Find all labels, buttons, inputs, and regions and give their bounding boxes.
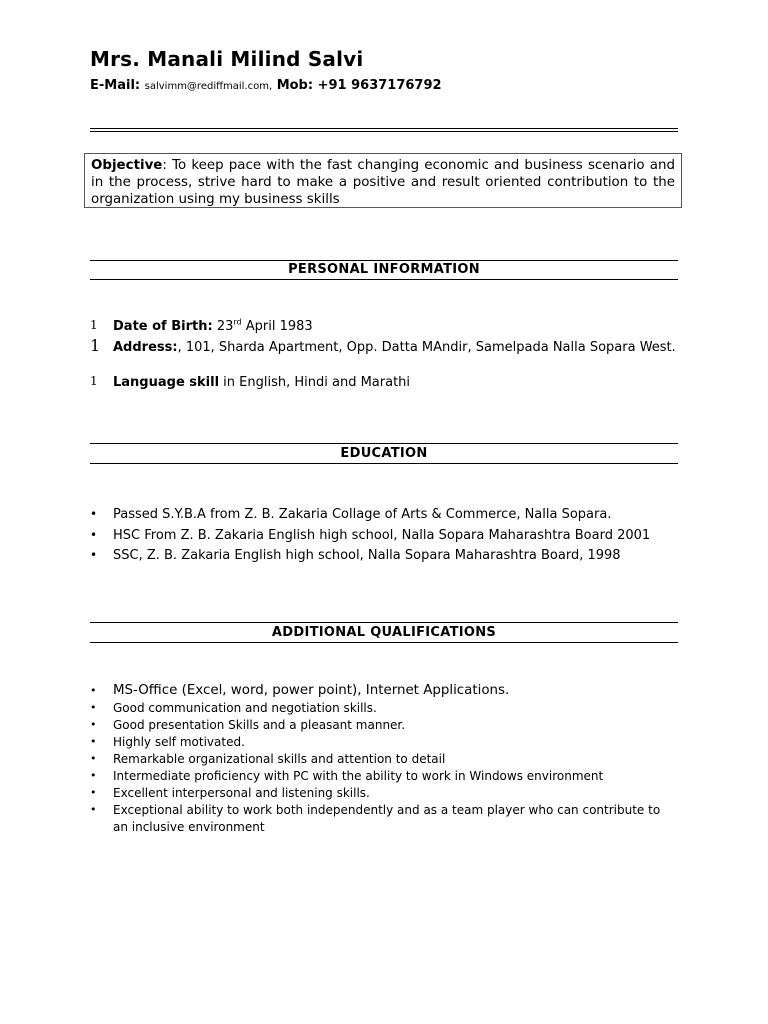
qualifications-heading: ADDITIONAL QUALIFICATIONS <box>271 625 497 640</box>
list-marker: 1 <box>90 374 98 388</box>
list-marker: 1 <box>90 318 98 332</box>
qualifications-divider-top <box>90 622 678 623</box>
list-item-text: Excellent interpersonal and listening skills. <box>113 786 370 800</box>
list-item-text: Remarkable organizational skills and attention to detail <box>113 752 446 766</box>
bullet-icon: • <box>90 528 98 542</box>
bullet-icon: • <box>90 548 98 562</box>
email-label: E-Mail: <box>90 78 141 93</box>
list-item-text: MS-Office (Excel, word, power point), Internet Applications. <box>113 683 510 698</box>
dob-day: 23 <box>212 319 234 334</box>
objective-box <box>84 153 682 208</box>
qualifications-divider-bottom <box>90 642 678 643</box>
contact-line <box>90 78 442 93</box>
list-item-text <box>113 339 678 356</box>
bullet-icon: • <box>90 701 97 714</box>
list-item-text: HSC From Z. B. Zakaria English high school, Nalla Sopara Maharashtra Board 2001 <box>113 528 651 543</box>
header-divider-top <box>90 128 678 129</box>
header-divider-bottom <box>90 131 678 132</box>
language-label: Language skill <box>113 375 220 390</box>
dob-label: Date of Birth: <box>113 319 213 334</box>
bullet-icon: • <box>90 735 97 748</box>
list-item-text: Highly self motivated. <box>113 735 245 749</box>
list-item-text: Exceptional ability to work both independently and as a team player who can contribute to an inclusive environment <box>113 803 661 834</box>
list-item-text: SSC, Z. B. Zakaria English high school, Nalla Sopara Maharashtra Board, 1998 <box>113 548 621 563</box>
education-divider-top <box>90 443 678 444</box>
list-item-text <box>113 318 678 335</box>
personal-heading: PERSONAL INFORMATION <box>288 262 480 277</box>
bullet-icon: • <box>90 718 97 731</box>
list-item-text: Good communication and negotiation skills. <box>113 701 377 715</box>
contact-separator: , <box>268 81 273 92</box>
dob-suffix: rd <box>233 317 242 327</box>
personal-divider-top <box>90 260 678 261</box>
list-marker: 1 <box>90 336 101 355</box>
language-value: in English, Hindi and Marathi <box>219 375 411 390</box>
list-item-text: Intermediate proficiency with PC with the ability to work in Windows environment <box>113 769 604 783</box>
address-label: Address: <box>113 340 178 355</box>
objective-label: Objective <box>91 158 163 173</box>
dob-rest: April 1983 <box>241 319 313 334</box>
email-value: salvimm@rediffmail.com <box>144 81 269 92</box>
bullet-icon: • <box>90 752 97 765</box>
list-item-text: Good presentation Skills and a pleasant manner. <box>113 718 406 732</box>
bullet-icon: • <box>90 684 97 697</box>
bullet-icon: • <box>90 786 97 799</box>
personal-divider-bottom <box>90 279 678 280</box>
bullet-icon: • <box>90 803 97 816</box>
bullet-icon: • <box>90 507 98 521</box>
mobile-value: +91 9637176792 <box>317 78 442 93</box>
objective-text: : To keep pace with the fast changing economic and business scenario and in the process, strive hard to make a positive and result oriented contribution to the organization using my business skills <box>91 158 675 207</box>
education-divider-bottom <box>90 463 678 464</box>
address-value: , 101, Sharda Apartment, Opp. Datta MAndir, Samelpada Nalla Sopara West. <box>177 340 676 355</box>
education-heading: EDUCATION <box>340 446 428 461</box>
list-item-text: Passed S.Y.B.A from Z. B. Zakaria Collage of Arts & Commerce, Nalla Sopara. <box>113 507 612 522</box>
mobile-label: Mob: <box>276 78 314 93</box>
bullet-icon: • <box>90 769 97 782</box>
candidate-name: Mrs. Manali Milind Salvi <box>90 47 364 71</box>
list-item-text <box>113 374 678 391</box>
